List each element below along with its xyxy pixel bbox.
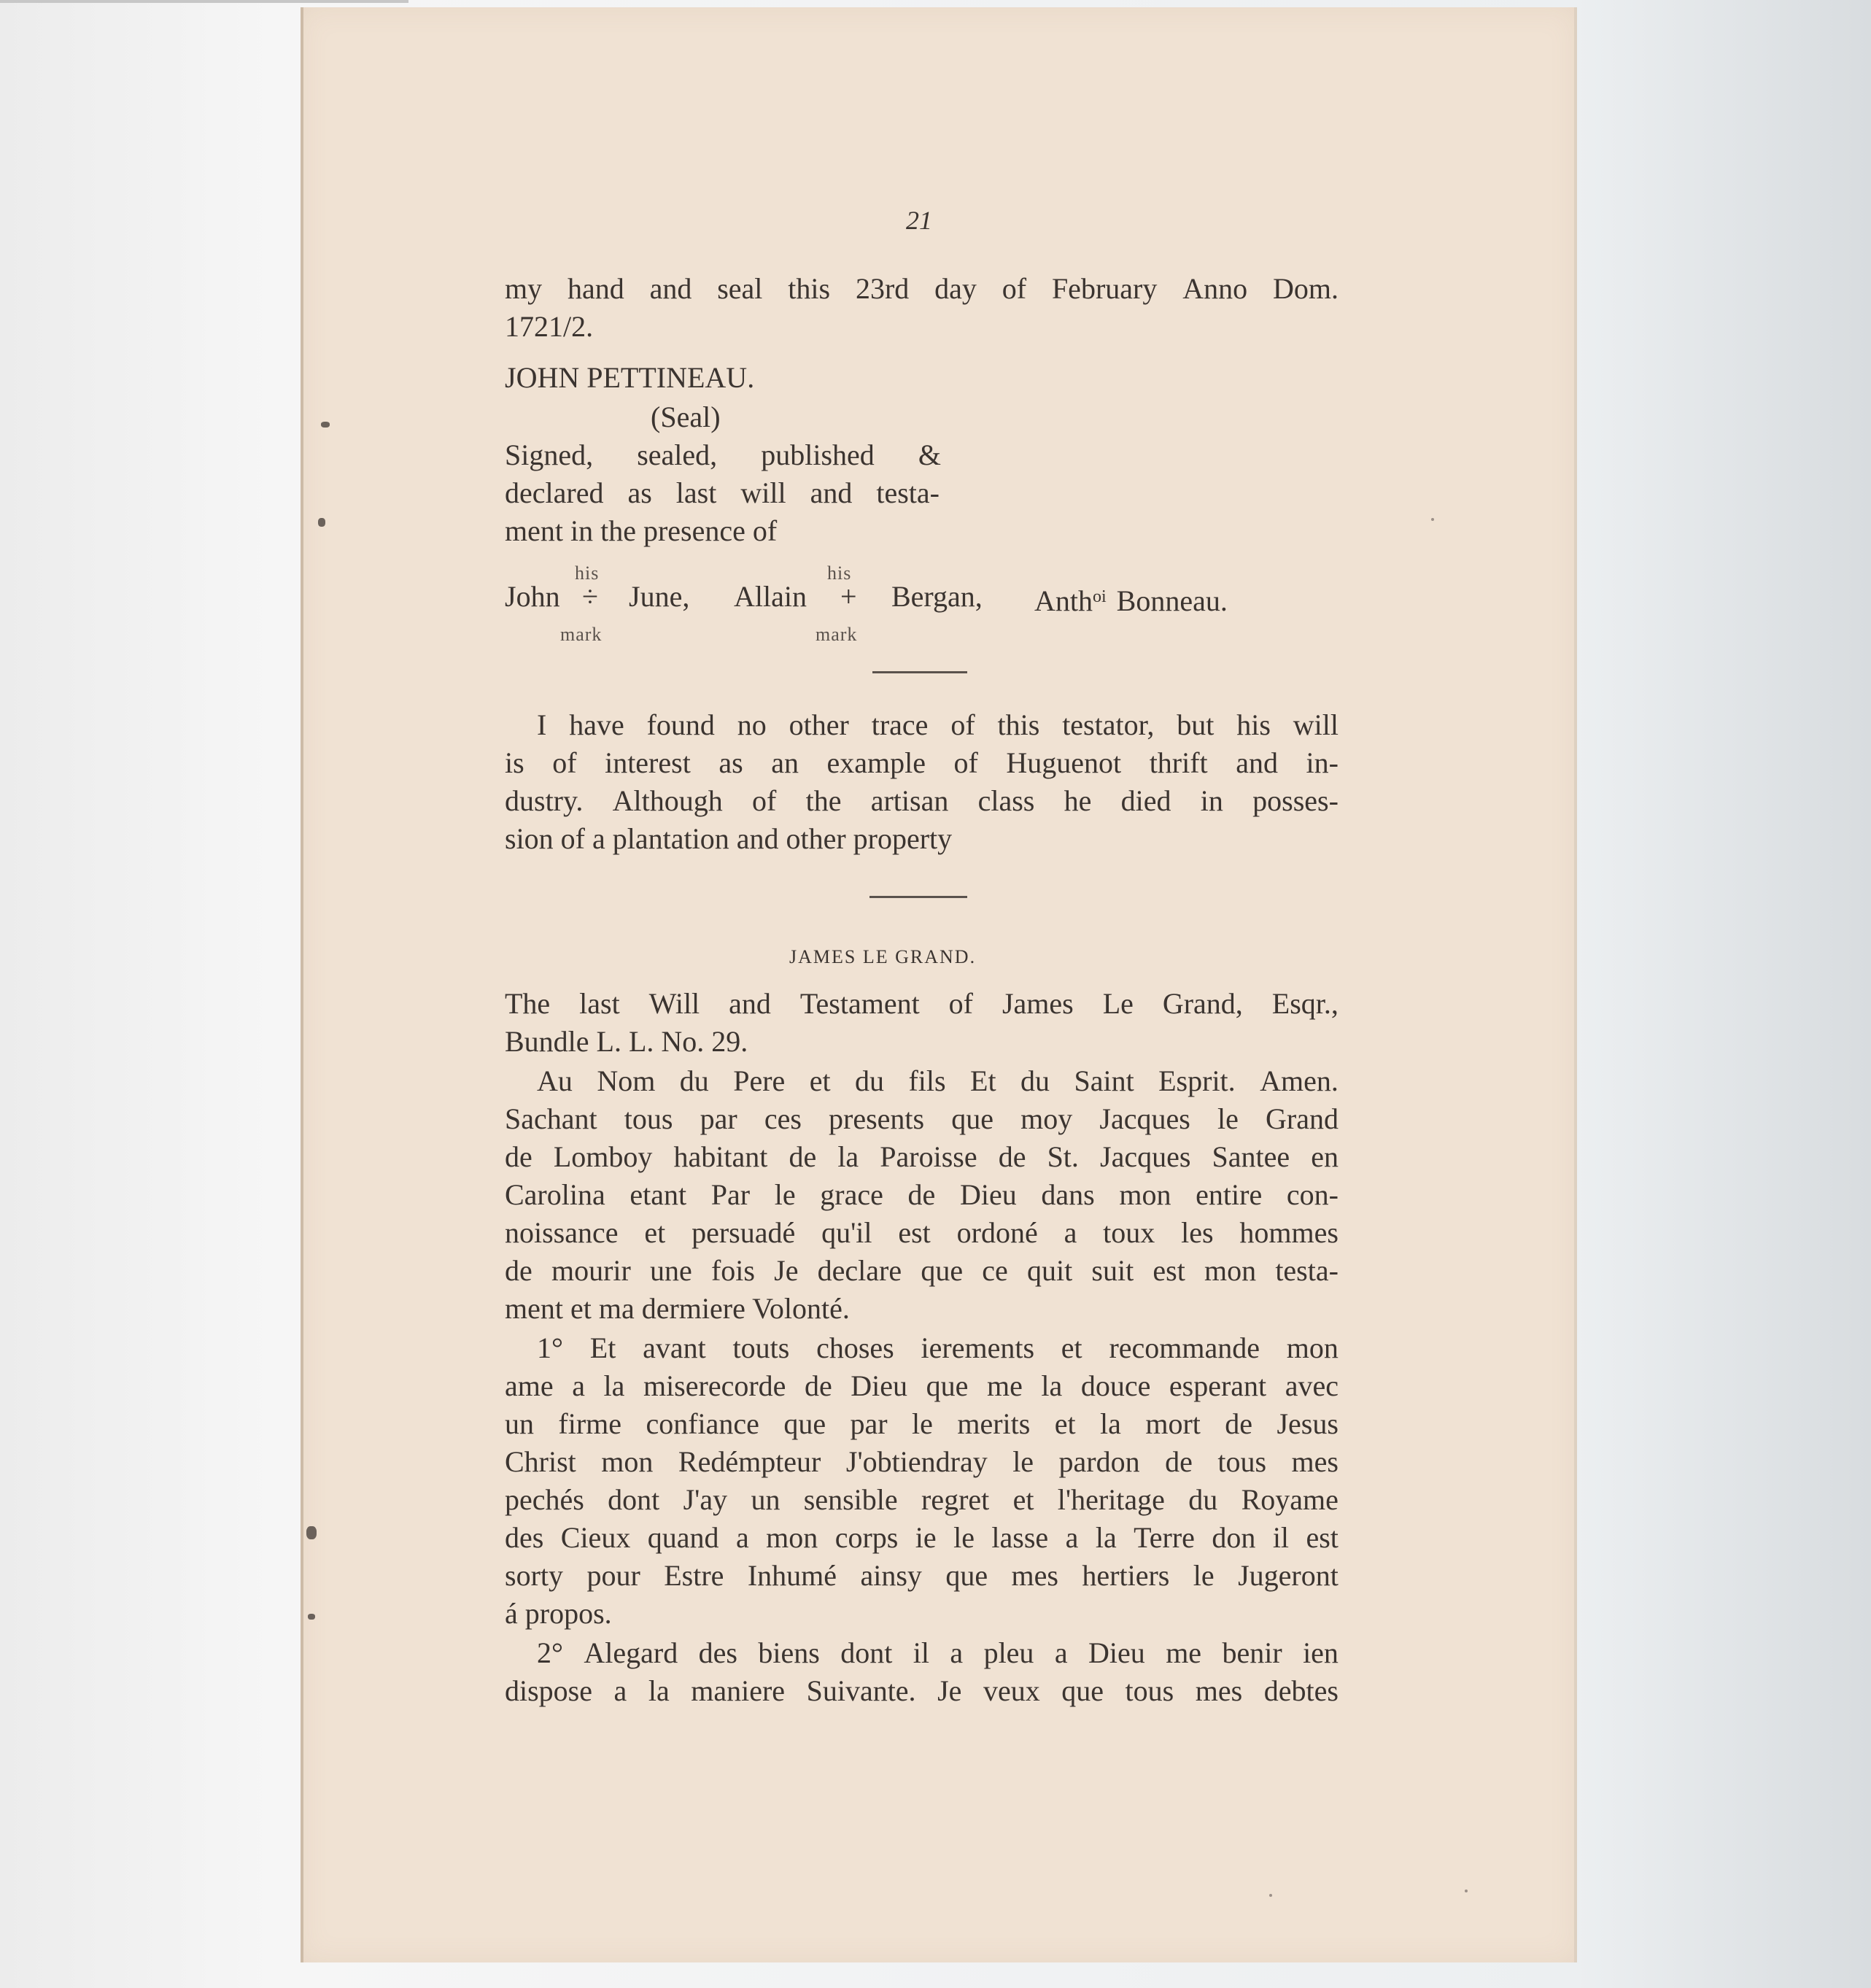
text-word: la bbox=[1041, 1369, 1063, 1402]
text-word: me bbox=[1166, 1636, 1202, 1669]
text-word: mort bbox=[1145, 1407, 1201, 1440]
text-word: sealed, bbox=[637, 438, 718, 471]
text-word: le bbox=[1217, 1102, 1239, 1135]
text-word: 1° bbox=[537, 1331, 563, 1364]
will-para2-line-4 bbox=[505, 1443, 1339, 1481]
text-word: testa- bbox=[876, 476, 940, 509]
commentary-line-1 bbox=[537, 706, 1339, 744]
text-word: et bbox=[1054, 1407, 1076, 1440]
witness-2-first-name: Allain bbox=[734, 580, 807, 613]
text-word: persuadé bbox=[692, 1216, 796, 1249]
text-word: Saint bbox=[1074, 1064, 1134, 1097]
will-para1-line-4 bbox=[505, 1176, 1339, 1214]
text-word: Inhumé bbox=[747, 1559, 837, 1592]
text-word: maniere bbox=[691, 1674, 786, 1707]
text-word: grace bbox=[820, 1178, 883, 1211]
text-word: mon bbox=[1204, 1254, 1257, 1287]
text-word: Esprit. bbox=[1158, 1064, 1236, 1097]
text-word: his bbox=[1236, 708, 1271, 741]
text-word: dispose bbox=[505, 1674, 592, 1707]
text-word: de bbox=[789, 1140, 817, 1173]
text-word: debtes bbox=[1263, 1674, 1339, 1707]
text-word: Carolina bbox=[505, 1178, 605, 1211]
text-word: hand bbox=[567, 272, 624, 305]
text-word: etant bbox=[630, 1178, 687, 1211]
text-word: a bbox=[1054, 1636, 1068, 1669]
text-word: recommande bbox=[1109, 1331, 1260, 1364]
text-word: douce bbox=[1080, 1369, 1151, 1402]
text-word: esperant bbox=[1169, 1369, 1267, 1402]
text-word: dustry. bbox=[505, 784, 584, 817]
text-word: an bbox=[771, 746, 799, 779]
text-word: found bbox=[646, 708, 715, 741]
text-word: entire bbox=[1196, 1178, 1263, 1211]
text-word: last bbox=[579, 987, 620, 1020]
commentary-line-3 bbox=[505, 782, 1339, 820]
text-word: Lomboy bbox=[553, 1140, 653, 1173]
witness-3-first-name: Anth bbox=[1034, 584, 1093, 617]
commentary-line-4: sion of a plantation and other property bbox=[505, 822, 953, 855]
text-word: est bbox=[1306, 1521, 1339, 1554]
text-word: Et bbox=[970, 1064, 996, 1097]
will-para2-line-8: á propos. bbox=[505, 1597, 612, 1630]
text-word: Although bbox=[612, 784, 723, 817]
text-word: lasse bbox=[991, 1521, 1049, 1554]
text-word: seal bbox=[717, 272, 763, 305]
text-word: in- bbox=[1306, 746, 1339, 779]
text-word: et bbox=[1012, 1483, 1034, 1516]
witness-2-his: his bbox=[827, 562, 852, 584]
will-para1-line-5 bbox=[505, 1214, 1339, 1252]
text-word: will bbox=[740, 476, 786, 509]
text-word: posses- bbox=[1252, 784, 1339, 817]
text-word: pour bbox=[586, 1559, 640, 1592]
text-word: de bbox=[505, 1140, 532, 1173]
text-word: benir bbox=[1222, 1636, 1282, 1669]
text-word: de bbox=[804, 1369, 832, 1402]
paper-speck bbox=[1269, 1894, 1272, 1897]
text-word: qu'il bbox=[821, 1216, 872, 1249]
text-word: last bbox=[675, 476, 717, 509]
witness-3-last-name: Bonneau. bbox=[1116, 584, 1228, 617]
text-word: he bbox=[1064, 784, 1092, 817]
text-word: est bbox=[1153, 1254, 1185, 1287]
text-word: but bbox=[1177, 708, 1215, 741]
text-word: avant bbox=[643, 1331, 706, 1364]
text-word: ame bbox=[505, 1369, 554, 1402]
will-para1-line-2 bbox=[505, 1100, 1339, 1138]
text-word: a bbox=[950, 1636, 964, 1669]
text-word: Dom. bbox=[1272, 272, 1339, 305]
text-word: suit bbox=[1091, 1254, 1134, 1287]
text-word: du bbox=[1020, 1064, 1050, 1097]
text-word: Par bbox=[710, 1178, 751, 1211]
text-word: il bbox=[1272, 1521, 1290, 1554]
text-word: corps bbox=[834, 1521, 899, 1554]
text-word: Le bbox=[1102, 987, 1134, 1020]
text-word: biens bbox=[758, 1636, 820, 1669]
scan-top-edge bbox=[0, 0, 408, 3]
text-word: il bbox=[913, 1636, 929, 1669]
text-word: sensible bbox=[803, 1483, 898, 1516]
text-word: & bbox=[918, 438, 941, 471]
text-word: a bbox=[1064, 1216, 1077, 1249]
text-word: de bbox=[1165, 1445, 1193, 1478]
text-word: Nom bbox=[597, 1064, 656, 1097]
text-word: pechés bbox=[505, 1483, 584, 1516]
text-word: Jacques bbox=[1099, 1102, 1190, 1135]
text-word: Royame bbox=[1241, 1483, 1339, 1516]
section-divider-1 bbox=[872, 671, 967, 673]
text-word: Au bbox=[537, 1064, 573, 1097]
text-word: 2° bbox=[537, 1636, 563, 1669]
text-word: hommes bbox=[1239, 1216, 1339, 1249]
text-word: Estre bbox=[664, 1559, 724, 1592]
text-word: et bbox=[1061, 1331, 1082, 1364]
text-word: le bbox=[1012, 1445, 1034, 1478]
will-para3-line-1 bbox=[537, 1634, 1339, 1672]
paper-speck bbox=[1431, 518, 1434, 521]
text-word: tous bbox=[1217, 1445, 1267, 1478]
text-word: l'heritage bbox=[1057, 1483, 1165, 1516]
text-word: Grand, bbox=[1162, 987, 1243, 1020]
text-word: Signed, bbox=[505, 438, 594, 471]
text-word: la bbox=[837, 1140, 859, 1173]
text-word: miserecorde bbox=[643, 1369, 786, 1402]
text-word: Jesus bbox=[1277, 1407, 1339, 1440]
text-word: Amen. bbox=[1260, 1064, 1339, 1097]
text-word: ce bbox=[982, 1254, 1008, 1287]
text-word: de bbox=[998, 1140, 1026, 1173]
text-word: as bbox=[627, 476, 652, 509]
witness-2-mark-label: mark bbox=[816, 624, 858, 645]
text-word: fils bbox=[908, 1064, 946, 1097]
text-word: Sachant bbox=[505, 1102, 597, 1135]
text-word: February bbox=[1051, 272, 1158, 305]
text-word: Je bbox=[774, 1254, 799, 1287]
witness-3-name bbox=[1034, 578, 1228, 620]
text-word: touts bbox=[732, 1331, 790, 1364]
witness-1-mark-sign: ÷ bbox=[582, 580, 598, 613]
will-para1-line-7: ment et ma dermiere Volonté. bbox=[505, 1292, 850, 1325]
text-word: mes bbox=[1195, 1674, 1243, 1707]
text-word: que bbox=[945, 1559, 988, 1592]
text-word: les bbox=[1181, 1216, 1214, 1249]
text-word: veux bbox=[983, 1674, 1040, 1707]
text-word: The bbox=[505, 987, 551, 1020]
page-number: 21 bbox=[906, 206, 932, 235]
text-word: 23rd bbox=[855, 272, 910, 305]
text-word: Paroisse bbox=[880, 1140, 977, 1173]
witness-1-first-name: John bbox=[505, 580, 560, 613]
margin-blemish bbox=[308, 1614, 315, 1620]
text-word: trace bbox=[871, 708, 929, 741]
text-word: artisan bbox=[870, 784, 949, 817]
text-word: as bbox=[718, 746, 743, 779]
text-word: la bbox=[1100, 1407, 1121, 1440]
text-word: avec bbox=[1285, 1369, 1339, 1402]
text-word: this bbox=[788, 272, 831, 305]
text-word: and bbox=[729, 987, 771, 1020]
testator-signature: JOHN PETTINEAU. bbox=[505, 361, 755, 394]
text-word: Dieu bbox=[851, 1369, 908, 1402]
witness-2-last-name: Bergan, bbox=[891, 580, 983, 613]
text-word: con- bbox=[1286, 1178, 1339, 1211]
will-para2-line-7 bbox=[505, 1557, 1339, 1595]
text-word: testator, bbox=[1062, 708, 1155, 741]
text-word: noissance bbox=[505, 1216, 619, 1249]
text-word: other bbox=[789, 708, 849, 741]
text-word: la bbox=[648, 1674, 670, 1707]
attestation-line-1 bbox=[505, 436, 941, 474]
text-word: regret bbox=[921, 1483, 990, 1516]
text-word: quit bbox=[1026, 1254, 1073, 1287]
text-word: Jugeront bbox=[1238, 1559, 1339, 1592]
text-word: Dieu bbox=[1088, 1636, 1145, 1669]
text-word: hertiers bbox=[1082, 1559, 1170, 1592]
text-word: of bbox=[1002, 272, 1027, 305]
page-right-edge bbox=[1574, 7, 1577, 1962]
attestation-line-2 bbox=[505, 474, 940, 512]
text-word: thrift bbox=[1149, 746, 1208, 779]
text-word: un bbox=[505, 1407, 534, 1440]
text-word: my bbox=[505, 272, 543, 305]
text-word: en bbox=[1311, 1140, 1339, 1173]
text-word: Anno bbox=[1182, 272, 1248, 305]
will-para2-line-3 bbox=[505, 1405, 1339, 1443]
text-word: died bbox=[1120, 784, 1171, 817]
text-word: est bbox=[898, 1216, 931, 1249]
text-word: quand bbox=[647, 1521, 719, 1554]
text-word: dont bbox=[608, 1483, 660, 1516]
text-word: mes bbox=[1011, 1559, 1058, 1592]
text-word: du bbox=[679, 1064, 709, 1097]
text-word: par bbox=[850, 1407, 888, 1440]
text-word: and bbox=[810, 476, 853, 509]
text-word: published bbox=[761, 438, 875, 471]
text-word: and bbox=[1236, 746, 1278, 779]
text-word: a bbox=[572, 1369, 585, 1402]
witness-3-superscript: oi bbox=[1093, 587, 1107, 606]
text-word: mon bbox=[1286, 1331, 1339, 1364]
text-word: ces bbox=[764, 1102, 802, 1135]
text-word: of bbox=[948, 987, 973, 1020]
margin-blemish bbox=[306, 1526, 317, 1539]
text-word: J'ay bbox=[683, 1483, 728, 1516]
text-word: a bbox=[735, 1521, 749, 1554]
will-para1-line-3 bbox=[505, 1138, 1339, 1176]
text-word: will bbox=[1293, 708, 1339, 741]
text-word: ordoné bbox=[956, 1216, 1038, 1249]
text-word: habitant bbox=[673, 1140, 768, 1173]
text-word: le bbox=[953, 1521, 975, 1554]
text-word: of bbox=[950, 708, 975, 741]
text-word: pleu bbox=[983, 1636, 1034, 1669]
text-word: I bbox=[537, 708, 547, 741]
text-word: ien bbox=[1303, 1636, 1339, 1669]
will-intro-line-1 bbox=[505, 985, 1339, 1023]
will-para2-line-1 bbox=[537, 1329, 1339, 1367]
text-word: this bbox=[997, 708, 1040, 741]
text-word: que bbox=[1061, 1674, 1104, 1707]
text-word: Christ bbox=[505, 1445, 576, 1478]
text-word: choses bbox=[816, 1331, 894, 1364]
witness-1-his: his bbox=[575, 562, 600, 584]
text-word: toux bbox=[1103, 1216, 1155, 1249]
text-word: dans bbox=[1041, 1178, 1095, 1211]
text-word: Grand bbox=[1265, 1102, 1339, 1135]
text-word: the bbox=[805, 784, 842, 817]
text-word: dont bbox=[840, 1636, 893, 1669]
text-word: sorty bbox=[505, 1559, 563, 1592]
text-word: mon bbox=[766, 1521, 818, 1554]
text-word: class bbox=[977, 784, 1035, 817]
text-word: confiance bbox=[646, 1407, 759, 1440]
text-word: et bbox=[809, 1064, 831, 1097]
margin-blemish bbox=[321, 422, 330, 428]
will-para2-line-6 bbox=[505, 1519, 1339, 1557]
text-word: Pere bbox=[733, 1064, 786, 1097]
text-word: de bbox=[1225, 1407, 1253, 1440]
text-word: tous bbox=[624, 1102, 673, 1135]
text-word: un bbox=[751, 1483, 780, 1516]
text-word: par bbox=[700, 1102, 737, 1135]
text-word: Redémpteur bbox=[678, 1445, 821, 1478]
text-word: Terre bbox=[1134, 1521, 1195, 1554]
will-para3-line-2 bbox=[505, 1672, 1339, 1710]
will-para1-line-6 bbox=[505, 1252, 1339, 1290]
section-divider-2 bbox=[869, 896, 967, 898]
text-word: declared bbox=[505, 476, 604, 509]
witness-2-mark-sign: + bbox=[840, 580, 857, 613]
will-intro-line-2: Bundle L. L. No. 29. bbox=[505, 1025, 748, 1058]
text-word: ie bbox=[915, 1521, 937, 1554]
text-word: is bbox=[505, 746, 524, 779]
text-word: une bbox=[650, 1254, 692, 1287]
text-word: of bbox=[953, 746, 978, 779]
text-word: presents bbox=[829, 1102, 925, 1135]
text-word: des bbox=[505, 1521, 544, 1554]
text-word: interest bbox=[605, 746, 691, 779]
paper-speck bbox=[1465, 1890, 1468, 1892]
text-word: St. bbox=[1047, 1140, 1079, 1173]
text-word: example bbox=[826, 746, 926, 779]
text-word: fois bbox=[710, 1254, 755, 1287]
attestation-line-3: ment in the presence of bbox=[505, 514, 778, 547]
text-word: James bbox=[1002, 987, 1074, 1020]
text-word: no bbox=[737, 708, 767, 741]
text-word: Will bbox=[648, 987, 700, 1020]
text-word: que bbox=[783, 1407, 826, 1440]
text-word: a bbox=[1065, 1521, 1079, 1554]
will-close-date: 1721/2. bbox=[505, 310, 594, 343]
text-word: Suivante. bbox=[806, 1674, 916, 1707]
text-word: Huguenot bbox=[1006, 746, 1122, 779]
will-para2-line-5 bbox=[505, 1481, 1339, 1519]
text-word: a bbox=[613, 1674, 627, 1707]
text-word: Santee bbox=[1212, 1140, 1290, 1173]
text-word: mon bbox=[601, 1445, 654, 1478]
text-word: du bbox=[855, 1064, 885, 1097]
text-word: la bbox=[603, 1369, 625, 1402]
text-word: pardon bbox=[1058, 1445, 1140, 1478]
text-word: ainsy bbox=[860, 1559, 922, 1592]
text-word: mes bbox=[1291, 1445, 1339, 1478]
text-word: Esqr., bbox=[1271, 987, 1339, 1020]
text-word: J'obtiendray bbox=[845, 1445, 988, 1478]
text-word: Testament bbox=[799, 987, 920, 1020]
text-word: testa- bbox=[1275, 1254, 1339, 1287]
text-word: of bbox=[552, 746, 577, 779]
text-word: Dieu bbox=[959, 1178, 1017, 1211]
will-para2-line-2 bbox=[505, 1367, 1339, 1405]
text-word: Cieux bbox=[560, 1521, 631, 1554]
text-word: of bbox=[752, 784, 777, 817]
will-para1-line-1 bbox=[537, 1062, 1339, 1100]
text-word: me bbox=[986, 1369, 1023, 1402]
text-word: du bbox=[1188, 1483, 1218, 1516]
text-word: Je bbox=[937, 1674, 962, 1707]
commentary-line-2 bbox=[505, 744, 1339, 782]
text-word: mon bbox=[1119, 1178, 1171, 1211]
text-word: don bbox=[1212, 1521, 1256, 1554]
text-word: merits bbox=[957, 1407, 1031, 1440]
text-word: le bbox=[774, 1178, 796, 1211]
page-left-edge bbox=[301, 7, 303, 1962]
text-word: le bbox=[1193, 1559, 1215, 1592]
text-word: que bbox=[926, 1369, 969, 1402]
section-heading: JAMES LE GRAND. bbox=[789, 946, 977, 967]
text-word: que bbox=[951, 1102, 994, 1135]
margin-blemish bbox=[318, 518, 325, 527]
text-word: de bbox=[505, 1254, 532, 1287]
text-word: de bbox=[907, 1178, 936, 1211]
text-word: que bbox=[921, 1254, 964, 1287]
text-word: in bbox=[1200, 784, 1223, 817]
text-word: le bbox=[912, 1407, 933, 1440]
witness-1-last-name: June, bbox=[629, 580, 690, 613]
text-word: declare bbox=[817, 1254, 902, 1287]
text-word: have bbox=[569, 708, 624, 741]
text-word: tous bbox=[1125, 1674, 1174, 1707]
text-word: Jacques bbox=[1100, 1140, 1191, 1173]
text-word: et bbox=[644, 1216, 666, 1249]
text-word: firme bbox=[558, 1407, 622, 1440]
text-word: des bbox=[698, 1636, 737, 1669]
text-word: ierements bbox=[921, 1331, 1035, 1364]
text-word: Alegard bbox=[584, 1636, 678, 1669]
text-word: day bbox=[934, 272, 977, 305]
text-word: and bbox=[649, 272, 692, 305]
will-close-line-1 bbox=[505, 270, 1339, 308]
seal-label: (Seal) bbox=[651, 401, 721, 433]
text-word: Et bbox=[589, 1331, 616, 1364]
text-word: mourir bbox=[551, 1254, 631, 1287]
text-word: la bbox=[1095, 1521, 1117, 1554]
text-word: moy bbox=[1020, 1102, 1073, 1135]
witness-1-mark-label: mark bbox=[560, 624, 603, 645]
